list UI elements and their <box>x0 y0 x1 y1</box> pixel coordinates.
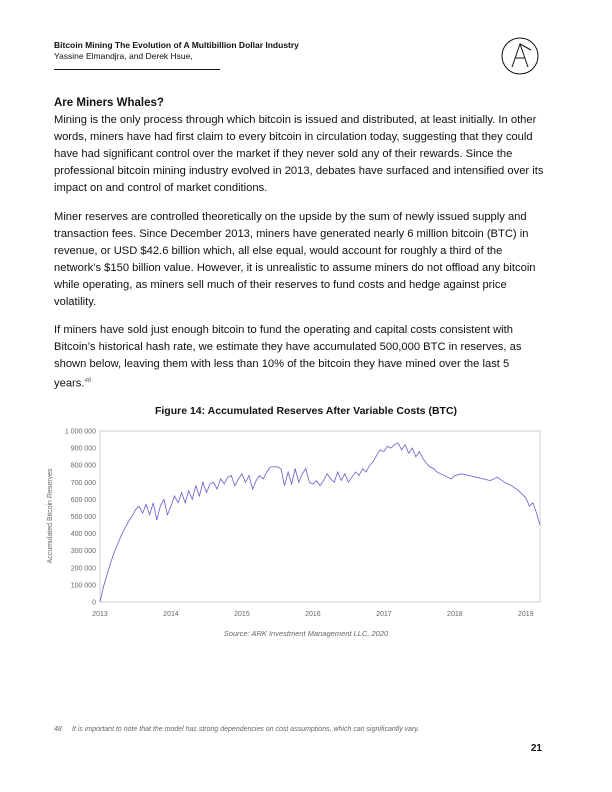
footnote <box>54 726 419 733</box>
x-tick-label: 2014 <box>163 611 179 618</box>
y-tick-label: 0 <box>92 599 96 607</box>
x-tick-label: 2016 <box>305 611 321 618</box>
body-paragraph <box>54 322 546 393</box>
y-tick-label: 100 000 <box>70 582 96 590</box>
body-paragraph: Mining is the only process through which bitcoin is issued and distributed, at least initially. In other words, miners have had first claim to every bitcoin in circulation today, suggesting that they could have had significant control over the market if they never sold any of their rewards. Since the professional bitcoin mining industry evolved in 2013, debates have surfaced and intensified over its impact on and control of market conditions. <box>54 114 544 194</box>
x-tick-label: 2013 <box>92 611 108 618</box>
footnote-number: 48 <box>54 726 62 733</box>
y-tick-label: 600 000 <box>70 496 96 504</box>
plot-frame <box>100 431 540 602</box>
x-tick-label: 2019 <box>518 611 534 618</box>
y-tick-label: 500 000 <box>70 514 96 521</box>
y-tick-label: 1 000 000 <box>64 428 96 436</box>
y-tick-label: 200 000 <box>70 565 96 573</box>
running-header-authors: Yassine Elmandjra, and Derek Hsue, <box>54 51 193 61</box>
y-tick-label: 300 000 <box>70 548 96 556</box>
body-paragraph-text: If miners have sold just enough bitcoin to fund the operating and capital costs consistent with Bitcoin’s historical hash rate, we estimate they have accumulated 500,000 BTC in reserves, as shown below, leaving them with less than 10% of the bitcoin they have mined over the last 5 years. <box>54 324 522 390</box>
page-number: 21 <box>530 743 542 754</box>
x-tick-label: 2017 <box>376 611 392 618</box>
figure-title: Figure 14: Accumulated Reserves After Variable Costs (BTC) <box>154 405 458 417</box>
reserves-line-chart <box>40 420 560 635</box>
section-heading: Are Miners Whales? <box>54 97 164 109</box>
footnote-text: It is important to note that the model has strong dependencies on cost assumptions, which can significantly vary. <box>72 726 420 733</box>
x-tick-label: 2018 <box>447 611 463 618</box>
x-tick-label: 2015 <box>234 611 250 618</box>
header-divider <box>54 69 220 70</box>
footnote-reference[interactable]: 48 <box>84 378 92 384</box>
body-paragraph: Miner reserves are controlled theoretically on the upside by the sum of newly issued supply and transaction fees. Since December 2013, miners have generated nearly 6 million bitcoin (BTC) in revenue, or USD $42.6 billion which, all else equal, would account for roughly a third of the network’s $150 billion value. However, it is unrealistic to assume miners do not offload any bitcoin while operating, as miners sell much of their reserves to fund costs and hedge against price volatility. <box>54 211 536 308</box>
y-tick-label: 400 000 <box>70 531 96 539</box>
y-tick-label: 900 000 <box>70 445 96 453</box>
series-line-reserves <box>100 443 540 602</box>
running-header-title: Bitcoin Mining The Evolution of A Multibillion Dollar Industry <box>54 40 299 50</box>
y-axis-label: Accumulated Bitcoin Reserves <box>47 468 54 564</box>
figure-source: Source: ARK Investment Management LLC, 2020 <box>223 629 389 638</box>
ark-logo-icon <box>500 36 540 76</box>
y-tick-label: 800 000 <box>70 462 96 470</box>
y-tick-label: 700 000 <box>70 479 96 487</box>
